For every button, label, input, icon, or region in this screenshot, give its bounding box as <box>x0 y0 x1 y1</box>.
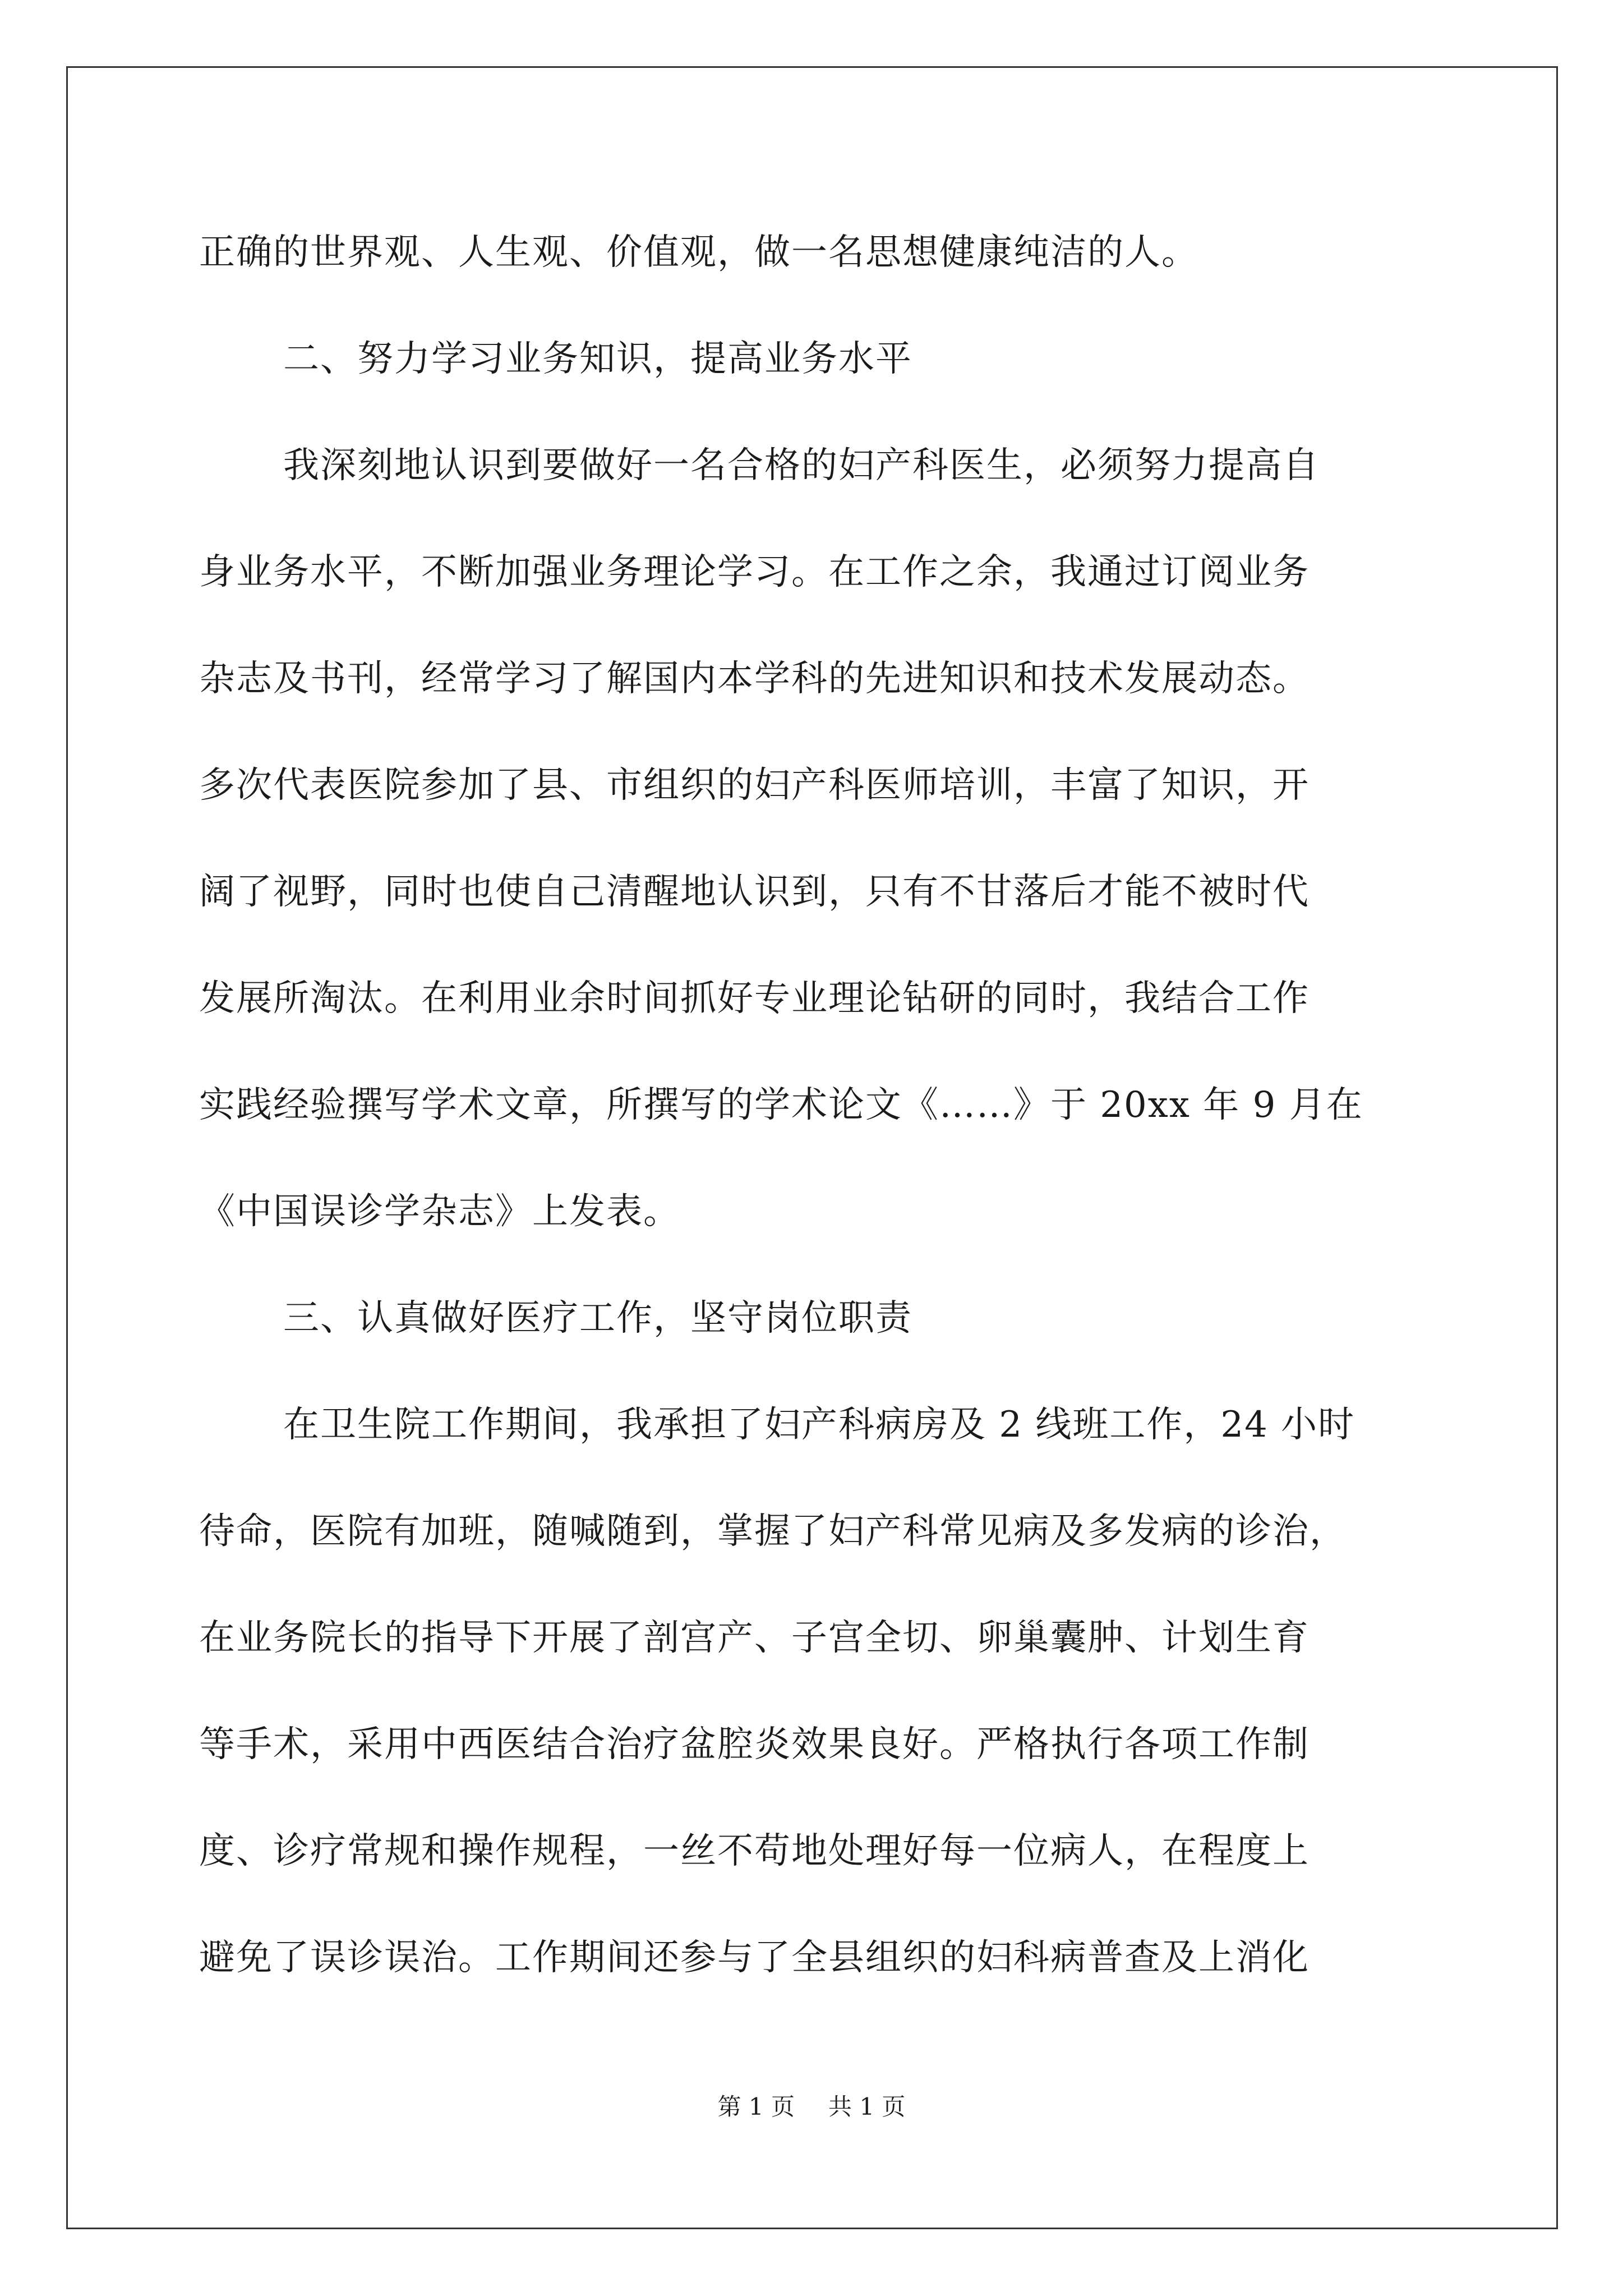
body-text-line: 度、诊疗常规和操作规程，一丝不苟地处理好每一位病人，在程度上 <box>199 1830 1310 1872</box>
page-footer <box>0 2091 1623 2123</box>
page-number: 第 1 页 <box>717 2093 795 2120</box>
body-text-line: 发展所淘汰。在利用业余时间抓好专业理论钻研的同时，我结合工作 <box>199 978 1310 1019</box>
body-text-line: 在业务院长的指导下开展了剖宫产、子宫全切、卵巢囊肿、计划生育 <box>199 1617 1310 1659</box>
page-total: 共 1 页 <box>828 2093 906 2120</box>
section-heading: 三、认真做好医疗工作，坚守岗位职责 <box>283 1297 912 1339</box>
body-text-line: 实践经验撰写学术文章，所撰写的学术论文《……》于 20xx 年 9 月在 <box>199 1084 1363 1126</box>
body-text-line: 避免了误诊误治。工作期间还参与了全县组织的妇科病普查及上消化 <box>199 1937 1310 1978</box>
body-text-line: 正确的世界观、人生观、价值观，做一名思想健康纯洁的人。 <box>199 232 1198 273</box>
section-heading: 二、努力学习业务知识，提高业务水平 <box>283 338 912 380</box>
page-border <box>66 66 1558 2229</box>
body-text-line: 我深刻地认识到要做好一名合格的妇产科医生，必须努力提高自 <box>283 445 1320 486</box>
body-text-line: 待命，医院有加班，随喊随到，掌握了妇产科常见病及多发病的诊治， <box>199 1511 1347 1552</box>
body-text-line: 身业务水平，不断加强业务理论学习。在工作之余，我通过订阅业务 <box>199 551 1310 593</box>
body-text-line: 等手术，采用中西医结合治疗盆腔炎效果良好。严格执行各项工作制 <box>199 1724 1310 1765</box>
body-text-line: 阔了视野，同时也使自己清醒地认识到，只有不甘落后才能不被时代 <box>199 871 1310 913</box>
body-text-line: 杂志及书刊，经常学习了解国内本学科的先进知识和技术发展动态。 <box>199 658 1310 700</box>
body-text-line: 在卫生院工作期间，我承担了妇产科病房及 2 线班工作，24 小时 <box>283 1404 1355 1446</box>
body-text-line: 《中国误诊学杂志》上发表。 <box>199 1191 680 1232</box>
body-text-line: 多次代表医院参加了县、市组织的妇产科医师培训，丰富了知识，开 <box>199 765 1310 806</box>
